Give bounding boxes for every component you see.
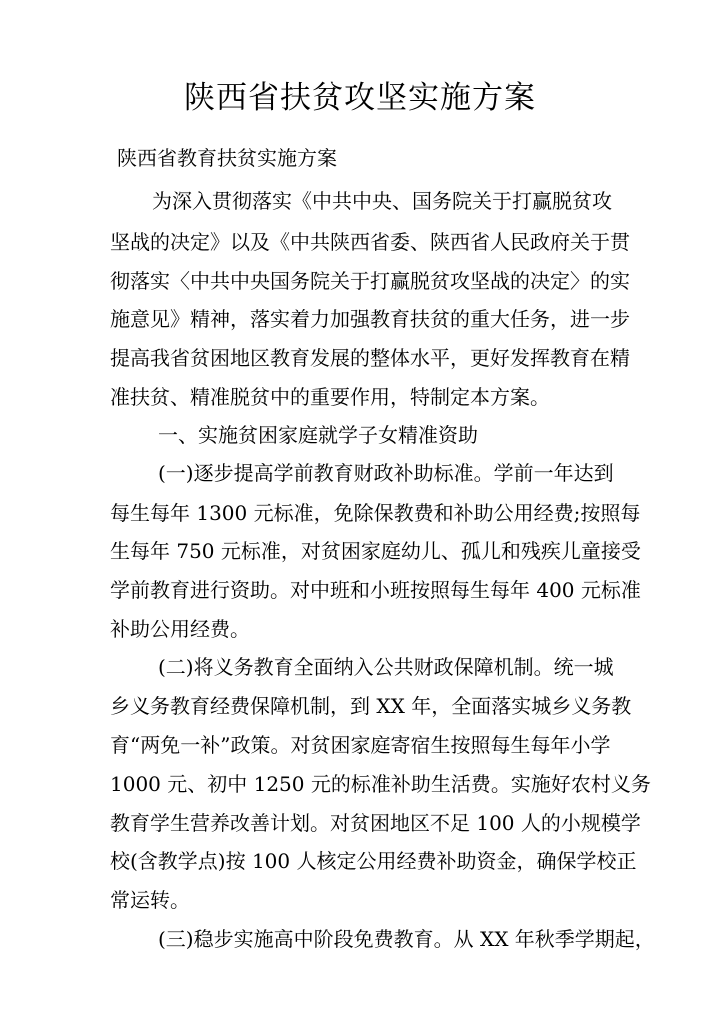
body-line: 补助公用经费。 xyxy=(110,617,250,641)
body-line: 校(含教学点)按 100 人核定公用经费补助资金，确保学校正 xyxy=(110,849,637,873)
body-line: (三)稳步实施高中阶段免费教育。从 XX 年秋季学期起， xyxy=(158,927,655,951)
body-line: 准扶贫、精准脱贫中的重要作用，特制定本方案。 xyxy=(110,385,550,409)
body-line: 1000 元、初中 1250 元的标准补助生活费。实施好农村义务 xyxy=(110,772,651,796)
body-line: 学前教育进行资助。对中班和小班按照每生每年 400 元标准 xyxy=(110,578,641,602)
body-line: 提高我省贫困地区教育发展的整体水平，更好发挥教育在精 xyxy=(110,346,630,370)
body-line: 彻落实〈中共中央国务院关于打赢脱贫攻坚战的决定〉的实 xyxy=(110,269,630,293)
section-heading: 一、实施贫困家庭就学子女精准资助 xyxy=(158,423,478,447)
body-line: (一)逐步提高学前教育财政补助标准。学前一年达到 xyxy=(158,461,614,485)
body-line: 育“两免一补”政策。对贫困家庭寄宿生按照每生每年小学 xyxy=(110,733,611,757)
body-line: 乡义务教育经费保障机制，到 XX 年，全面落实城乡义务教 xyxy=(110,694,632,718)
document-title: 陕西省扶贫攻坚实施方案 xyxy=(184,80,536,116)
body-line: 常运转。 xyxy=(110,888,190,912)
body-line: 坚战的决定》以及《中共陕西省委、陕西省人民政府关于贯 xyxy=(110,230,630,254)
body-line: (二)将义务教育全面纳入公共财政保障机制。统一城 xyxy=(158,655,614,679)
body-line: 每生每年 1300 元标准，免除保教费和补助公用经费;按照每 xyxy=(110,501,641,525)
body-line: 为深入贯彻落实《中共中央、国务院关于打赢脱贫攻 xyxy=(152,189,612,213)
body-line: 施意见》精神，落实着力加强教育扶贫的重大任务，进一步 xyxy=(110,307,630,331)
document-subtitle: 陕西省教育扶贫实施方案 xyxy=(117,146,337,170)
body-line: 教育学生营养改善计划。对贫困地区不足 100 人的小规模学 xyxy=(110,811,641,835)
body-line: 生每年 750 元标准，对贫困家庭幼儿、孤儿和残疾儿童接受 xyxy=(110,539,641,563)
